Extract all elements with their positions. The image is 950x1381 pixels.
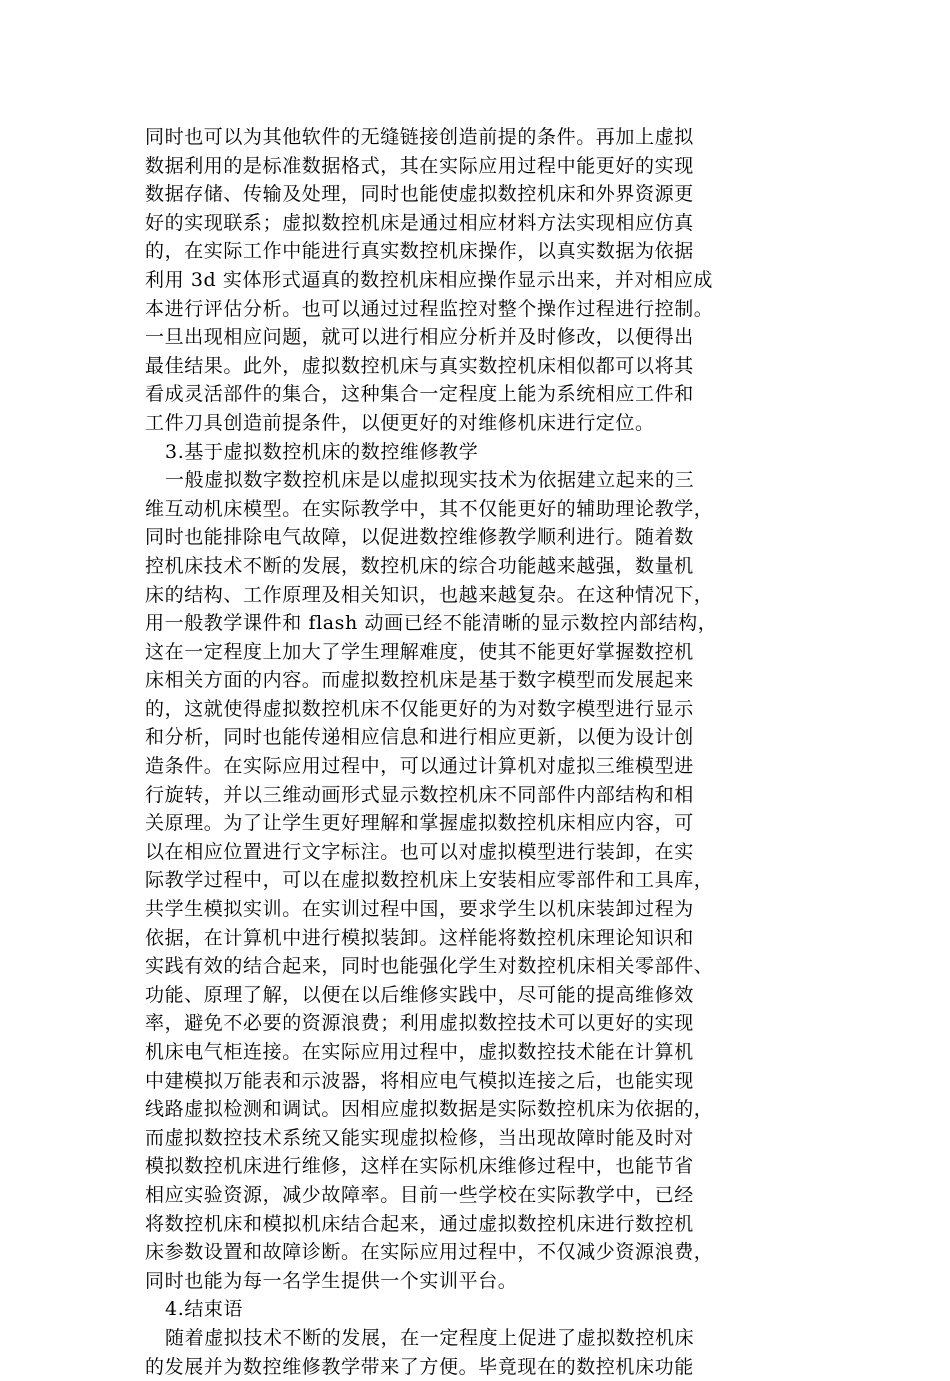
text-line: 共学生模拟实训。在实训过程中国，要求学生以机床装卸过程为 xyxy=(145,898,694,921)
text-line: 一般虚拟数字数控机床是以虚拟现实技术为依据建立起来的三 xyxy=(165,469,695,492)
text-line: 线路虚拟检测和调试。因相应虚拟数据是实际数控机床为依据的， xyxy=(145,1098,714,1121)
text-line: 利用 3d 实体形式逼真的数控机床相应操作显示出来，并对相应成 xyxy=(145,268,713,291)
text-line: 的发展并为数控维修教学带来了方便。毕竟现在的数控机床功能 xyxy=(145,1355,694,1378)
text-line: 的，在实际工作中能进行真实数控机床操作，以真实数据为依据 xyxy=(145,240,694,263)
text-line: 关原理。为了让学生更好理解和掌握虚拟数控机床相应内容，可 xyxy=(145,812,694,835)
text-line: 实践有效的结合起来，同时也能强化学生对数控机床相关零部件、 xyxy=(145,955,714,978)
text-line: 和分析，同时也能传递相应信息和进行相应更新，以便为设计创 xyxy=(145,726,694,749)
text-line: 依据，在计算机中进行模拟装卸。这样能将数控机床理论知识和 xyxy=(145,926,694,949)
text-line: 率，避免不必要的资源浪费；利用虚拟数控技术可以更好的实现 xyxy=(145,1012,694,1035)
text-line: 随着虚拟技术不断的发展，在一定程度上促进了虚拟数控机床 xyxy=(165,1326,695,1349)
text-line: 床相关方面的内容。而虚拟数控机床是基于数字模型而发展起来 xyxy=(145,669,694,692)
text-line: 一旦出现相应问题，就可以进行相应分析并及时修改，以便得出 xyxy=(145,326,694,349)
text-line: 控机床技术不断的发展，数控机床的综合功能越来越强，数量机 xyxy=(145,554,694,577)
text-line: 而虚拟数控技术系统又能实现虚拟检修，当出现故障时能及时对 xyxy=(145,1126,694,1149)
section-heading: 3.基于虚拟数控机床的数控维修教学 xyxy=(165,440,479,463)
text-line: 以在相应位置进行文字标注。也可以对虚拟模型进行装卸，在实 xyxy=(145,840,694,863)
text-line: 行旋转，并以三维动画形式显示数控机床不同部件内部结构和相 xyxy=(145,783,694,806)
text-line: 这在一定程度上加大了学生理解难度，使其不能更好掌握数控机 xyxy=(145,640,694,663)
text-line: 模拟数控机床进行维修，这样在实际机床维修过程中，也能节省 xyxy=(145,1155,694,1178)
text-line: 用一般教学课件和 flash 动画已经不能清晰的显示数控内部结构， xyxy=(145,612,718,635)
text-line: 数据存储、传输及处理，同时也能使虚拟数控机床和外界资源更 xyxy=(145,183,694,206)
text-line: 看成灵活部件的集合，这种集合一定程度上能为系统相应工件和 xyxy=(145,383,694,406)
text-line: 最佳结果。此外，虚拟数控机床与真实数控机床相似都可以将其 xyxy=(145,354,694,377)
text-line: 床的结构、工作原理及相关知识，也越来越复杂。在这种情况下， xyxy=(145,583,714,606)
text-line: 的，这就使得虚拟数控机床不仅能更好的为对数字模型进行显示 xyxy=(145,697,694,720)
text-line: 将数控机床和模拟机床结合起来，通过虚拟数控机床进行数控机 xyxy=(145,1212,694,1235)
text-line: 床参数设置和故障诊断。在实际应用过程中，不仅减少资源浪费， xyxy=(145,1241,714,1264)
text-line: 功能、原理了解，以便在以后维修实践中，尽可能的提高维修效 xyxy=(145,983,694,1006)
text-line: 同时也能为每一名学生提供一个实训平台。 xyxy=(145,1269,518,1292)
text-line: 好的实现联系；虚拟数控机床是通过相应材料方法实现相应仿真 xyxy=(145,211,694,234)
text-line: 造条件。在实际应用过程中，可以通过计算机对虚拟三维模型进 xyxy=(145,755,694,778)
section-heading: 4.结束语 xyxy=(165,1298,244,1321)
text-line: 数据利用的是标准数据格式，其在实际应用过程中能更好的实现 xyxy=(145,154,694,177)
text-line: 际教学过程中，可以在虚拟数控机床上安装相应零部件和工具库， xyxy=(145,869,714,892)
text-line: 维互动机床模型。在实际教学中，其不仅能更好的辅助理论教学， xyxy=(145,497,714,520)
text-line: 工件刀具创造前提条件，以便更好的对维修机床进行定位。 xyxy=(145,411,655,434)
text-line: 同时也能排除电气故障，以促进数控维修教学顺利进行。随着数 xyxy=(145,526,694,549)
text-line: 同时也可以为其他软件的无缝链接创造前提的条件。再加上虚拟 xyxy=(145,126,694,148)
text-line: 中建模拟万能表和示波器，将相应电气模拟连接之后，也能实现 xyxy=(145,1069,694,1092)
text-line: 本进行评估分析。也可以通过过程监控对整个操作过程进行控制。 xyxy=(145,297,714,320)
text-line: 机床电气柜连接。在实际应用过程中，虚拟数控技术能在计算机 xyxy=(145,1041,694,1063)
text-line: 相应实验资源，减少故障率。目前一些学校在实际教学中，已经 xyxy=(145,1183,694,1206)
body-text xyxy=(145,123,785,1381)
